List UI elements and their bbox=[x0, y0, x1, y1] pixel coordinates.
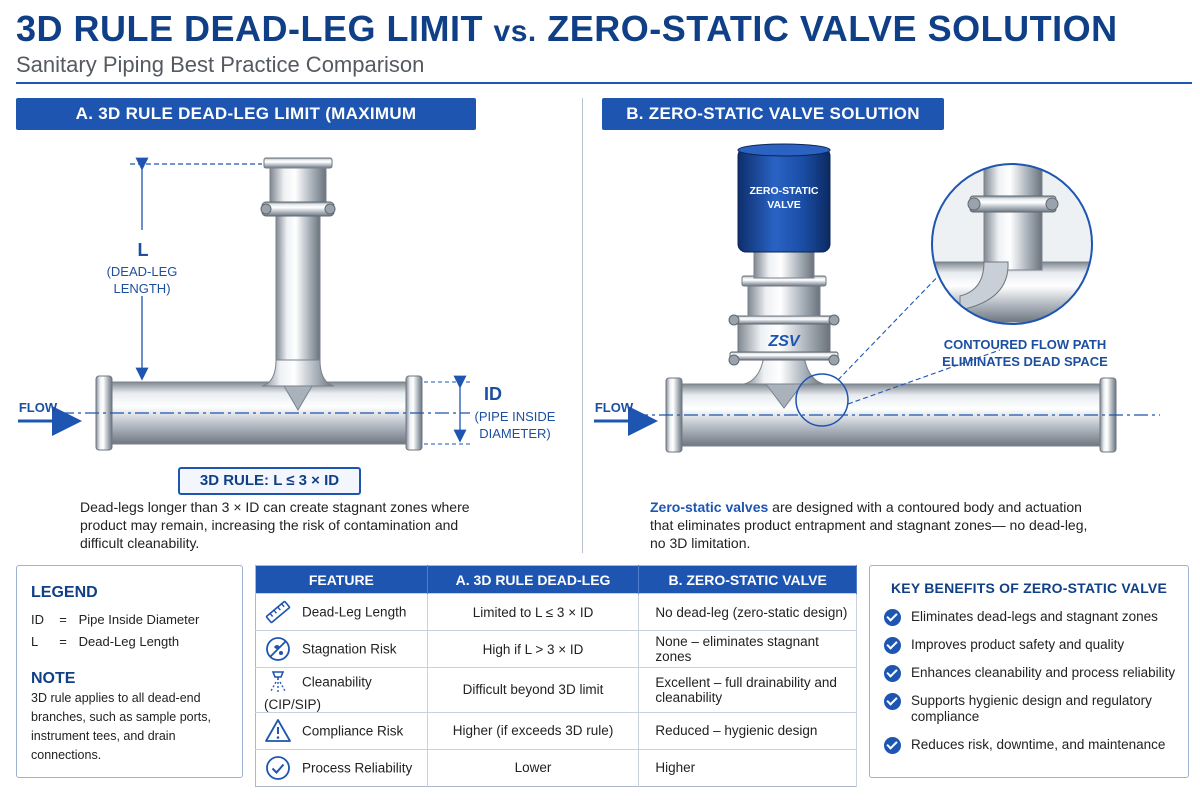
valve-brand-mark: ZSV bbox=[768, 333, 800, 350]
feature-label: Compliance Risk bbox=[302, 723, 404, 739]
table-row bbox=[256, 594, 857, 631]
header-3d-rule: A. 3D RULE DEAD-LEG bbox=[427, 566, 639, 594]
legend-heading: LEGEND bbox=[31, 584, 98, 601]
check-icon bbox=[884, 693, 901, 710]
list-item: Enhances cleanability and process reliability bbox=[884, 665, 1180, 681]
dim-label-id-desc-2: DIAMETER) bbox=[479, 426, 551, 441]
legend-row: L = Dead-Leg Length bbox=[31, 634, 180, 649]
valve-label-line2: VALVE bbox=[767, 199, 801, 211]
check-icon bbox=[884, 737, 901, 754]
header-feature: FEATURE bbox=[256, 566, 428, 594]
spray-icon bbox=[264, 668, 292, 696]
check-circle-icon bbox=[264, 754, 292, 782]
page-title: 3D RULE DEAD-LEG LIMIT vs. ZERO-STATIC VALVE SOLUTION bbox=[16, 8, 1118, 49]
callout-line-2: ELIMINATES DEAD SPACE bbox=[942, 354, 1108, 369]
cell-3d-rule: High if L > 3 × ID bbox=[427, 631, 639, 668]
cell-zero-static: Reduced – hygienic design bbox=[639, 712, 857, 749]
valve-label-line1: ZERO-STATIC bbox=[749, 185, 819, 197]
panel-b-description bbox=[650, 498, 1090, 552]
rule-box: 3D RULE: L ≤ 3 × ID bbox=[178, 467, 361, 495]
cell-3d-rule: Higher (if exceeds 3D rule) bbox=[427, 712, 639, 749]
dim-label-l-desc-2: LENGTH) bbox=[113, 281, 171, 296]
feature-label: Cleanability (CIP/SIP) bbox=[264, 674, 372, 712]
table-row bbox=[256, 631, 857, 668]
ruler-icon bbox=[264, 598, 292, 626]
feature-label: Process Reliability bbox=[302, 760, 413, 776]
panel-a-tee-pipe bbox=[96, 158, 422, 450]
list-item: Improves product safety and quality bbox=[884, 637, 1180, 653]
table-header-row bbox=[256, 566, 857, 594]
panel-b-badge: B. ZERO-STATIC VALVE SOLUTION bbox=[602, 98, 944, 130]
table-row bbox=[256, 712, 857, 749]
cell-zero-static: Excellent – full drainability and cleanability bbox=[639, 668, 857, 713]
warning-icon bbox=[264, 717, 292, 745]
dim-label-id-desc-1: (PIPE INSIDE bbox=[474, 409, 556, 424]
benefits-heading: KEY BENEFITS OF ZERO-STATIC VALVE bbox=[891, 580, 1167, 596]
note-heading: NOTE bbox=[31, 670, 76, 687]
cell-zero-static: No dead-leg (zero-static design) bbox=[639, 594, 857, 631]
list-item: Eliminates dead-legs and stagnant zones bbox=[884, 609, 1180, 625]
dim-label-l: L bbox=[137, 240, 149, 260]
cell-3d-rule: Limited to L ≤ 3 × ID bbox=[427, 594, 639, 631]
check-icon bbox=[884, 665, 901, 682]
table-row bbox=[256, 749, 857, 786]
feature-label: Dead-Leg Length bbox=[302, 604, 407, 620]
benefits-box bbox=[869, 565, 1189, 778]
dim-label-id: ID bbox=[484, 384, 502, 404]
legend-row: ID = Pipe Inside Diameter bbox=[31, 612, 200, 627]
cell-3d-rule: Difficult beyond 3D limit bbox=[427, 668, 639, 713]
flow-label-a: FLOW bbox=[18, 400, 58, 415]
title-divider bbox=[16, 82, 1192, 84]
panel-a-description: Dead-legs longer than 3 × ID can create stagnant zones where product may remain, increasing the risk of contamination and difficult cleanability. bbox=[80, 499, 470, 551]
list-item: Supports hygienic design and regulatory compliance bbox=[884, 693, 1180, 725]
check-icon bbox=[884, 637, 901, 654]
legend-box bbox=[16, 565, 243, 778]
feature-label: Stagnation Risk bbox=[302, 641, 397, 657]
comparison-table bbox=[255, 565, 857, 787]
flow-label-b: FLOW bbox=[594, 400, 634, 415]
cell-zero-static: None – eliminates stagnant zones bbox=[639, 631, 857, 668]
description-highlight: Zero-static valves bbox=[650, 499, 769, 515]
zoom-detail-circle bbox=[920, 150, 1120, 324]
description-body: are designed with a contoured body and actuation that eliminates product entrapment and stagnant zones— no dead-leg, no 3D limitation. bbox=[650, 499, 1088, 551]
table-row bbox=[256, 668, 857, 713]
cell-3d-rule: Lower bbox=[427, 749, 639, 786]
callout-line-1: CONTOURED FLOW PATH bbox=[943, 337, 1107, 352]
page-subtitle: Sanitary Piping Best Practice Comparison bbox=[16, 52, 425, 77]
panel-a-badge: A. 3D RULE DEAD-LEG LIMIT (MAXIMUM ALLOWABLE) bbox=[16, 98, 476, 130]
note-text: 3D rule applies to all dead-end branches, such as sample ports, instrument tees, and drain connections. bbox=[31, 691, 211, 762]
list-item: Reduces risk, downtime, and maintenance bbox=[884, 737, 1180, 753]
header-zero-static: B. ZERO-STATIC VALVE bbox=[639, 566, 857, 594]
stagnation-icon bbox=[264, 635, 292, 663]
cell-zero-static: Higher bbox=[639, 749, 857, 786]
check-icon bbox=[884, 609, 901, 626]
dim-label-l-desc-1: (DEAD-LEG bbox=[106, 264, 178, 279]
piping-diagram bbox=[0, 130, 1200, 470]
